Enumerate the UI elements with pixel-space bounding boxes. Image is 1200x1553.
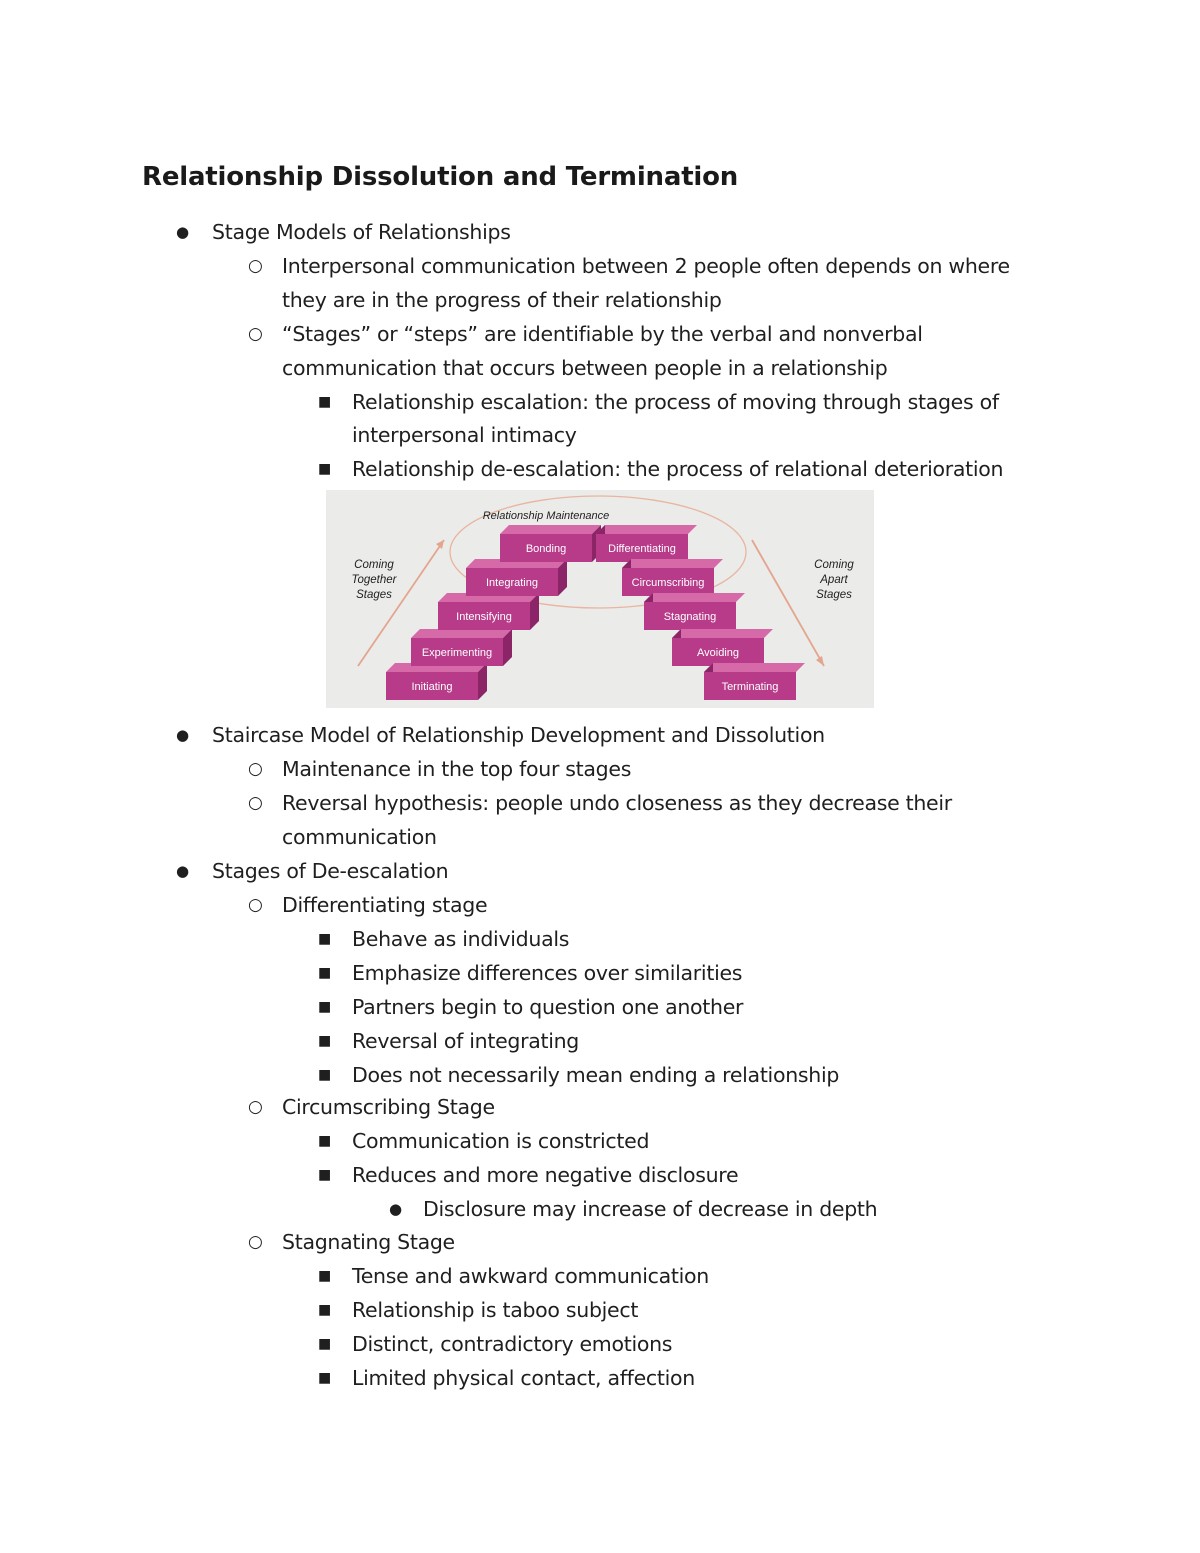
outline-item-level-3: Limited physical contact, affection [352,1366,695,1390]
bullet-marker-level-3: ■ [318,1133,332,1149]
stage-label: Avoiding [697,647,739,659]
bullet-marker-level-2: ○ [248,759,263,779]
outline-item-level-3: Behave as individuals [352,927,570,951]
maintenance-label: Relationship Maintenance [482,510,610,522]
outline-item-level-2: they are in the progress of their relationship [282,288,722,312]
outline-item-level-3: Communication is constricted [352,1129,650,1153]
bullet-marker-level-3: ■ [318,999,332,1015]
staircase-diagram [326,490,874,708]
outline-item-level-1: Stages of De-escalation [212,859,449,883]
bullet-marker-level-3: ■ [318,1167,332,1183]
outline-item-level-3: Reduces and more negative disclosure [352,1163,739,1187]
bullet-marker-level-2: ○ [248,1232,263,1252]
bullet-marker-level-3: ■ [318,1067,332,1083]
coming-apart-label [814,559,854,601]
stage-label: Stagnating [663,611,717,623]
stage-step-experimenting [411,629,512,666]
coming-apart-label-line-2: Stages [816,589,852,601]
outline-item-level-3: Relationship de-escalation: the process of relational deterioration [352,457,1004,481]
staircase-model-figure [326,490,874,708]
stage-label: Differentiating [608,543,676,555]
outline-item-level-2: communication that occurs between people in a relationship [282,356,888,380]
outline-item-level-3: Relationship escalation: the process of moving through stages of [352,390,999,414]
bullet-marker-level-3: ■ [318,1336,332,1352]
coming-together-label-line-1: Together [351,574,397,586]
bullet-marker-level-2: ○ [248,1097,263,1117]
coming-apart-label-line-1: Apart [820,574,848,586]
coming-together-label-line-0: Coming [354,559,394,571]
outline-item-level-3: Distinct, contradictory emotions [352,1332,673,1356]
outline-item-level-3: Emphasize differences over similarities [352,961,743,985]
stage-label: Intensifying [456,611,512,623]
outline-item-level-1: Stage Models of Relationships [212,220,511,244]
coming-together-label [352,559,398,601]
bullet-marker-level-3: ■ [318,931,332,947]
bullet-marker-level-2: ○ [248,256,263,276]
stage-step-bonding [500,525,601,562]
bullet-marker-level-3: ■ [318,461,332,477]
stage-step-integrating [466,559,567,596]
stage-label: Integrating [486,577,538,589]
outline-item-level-2: Maintenance in the top four stages [282,757,632,781]
outline-item-level-2: Reversal hypothesis: people undo closeness as they decrease their [282,791,952,815]
bullet-marker-level-2: ○ [248,324,263,344]
bullet-marker-level-1: ● [176,862,190,880]
outline-item-level-3: Partners begin to question one another [352,995,744,1019]
stage-step-initiating [386,663,487,700]
stage-step-stagnating [644,593,745,630]
outline-item-level-3: Reversal of integrating [352,1029,580,1053]
stage-label: Initiating [411,681,453,693]
page-title: Relationship Dissolution and Termination [142,162,739,192]
stair-steps [386,525,805,700]
stage-step-circumscribing [622,559,723,596]
outline-item-level-2: Circumscribing Stage [282,1095,495,1119]
outline-item-level-1: Staircase Model of Relationship Development and Dissolution [212,723,825,747]
outline-item-level-3: Does not necessarily mean ending a relationship [352,1063,840,1087]
outline-item-level-3: Relationship is taboo subject [352,1298,639,1322]
bullet-marker-level-3: ■ [318,1268,332,1284]
bullet-marker-level-3: ■ [318,1033,332,1049]
outline-item-level-2: “Stages” or “steps” are identifiable by the verbal and nonverbal [282,322,923,346]
outline-item-level-2: Differentiating stage [282,893,488,917]
stage-step-intensifying [438,593,539,630]
bullet-marker-level-2: ○ [248,793,263,813]
outline-item-level-2: Interpersonal communication between 2 people often depends on where [282,254,1010,278]
outline-item-level-2: Stagnating Stage [282,1230,455,1254]
outline-item-level-3: Tense and awkward communication [352,1264,709,1288]
stage-step-terminating [704,663,805,700]
bullet-marker-level-3: ■ [318,965,332,981]
bullet-marker-level-4: ● [389,1200,403,1218]
bullet-marker-level-1: ● [176,223,190,241]
outline-item-level-2: communication [282,825,437,849]
stage-label: Bonding [525,543,567,555]
stage-label: Experimenting [421,647,493,659]
stage-label: Circumscribing [631,577,705,589]
coming-together-label-line-2: Stages [356,589,392,601]
bullet-marker-level-3: ■ [318,394,332,410]
bullet-marker-level-2: ○ [248,895,263,915]
stage-label: Terminating [721,681,779,693]
stage-step-differentiating [596,525,697,562]
outline-item-level-4: Disclosure may increase of decrease in depth [423,1197,878,1221]
outline-item-level-3: interpersonal intimacy [352,423,577,447]
coming-apart-label-line-0: Coming [814,559,854,571]
stage-step-avoiding [672,629,773,666]
bullet-marker-level-1: ● [176,726,190,744]
bullet-marker-level-3: ■ [318,1302,332,1318]
bullet-marker-level-3: ■ [318,1370,332,1386]
